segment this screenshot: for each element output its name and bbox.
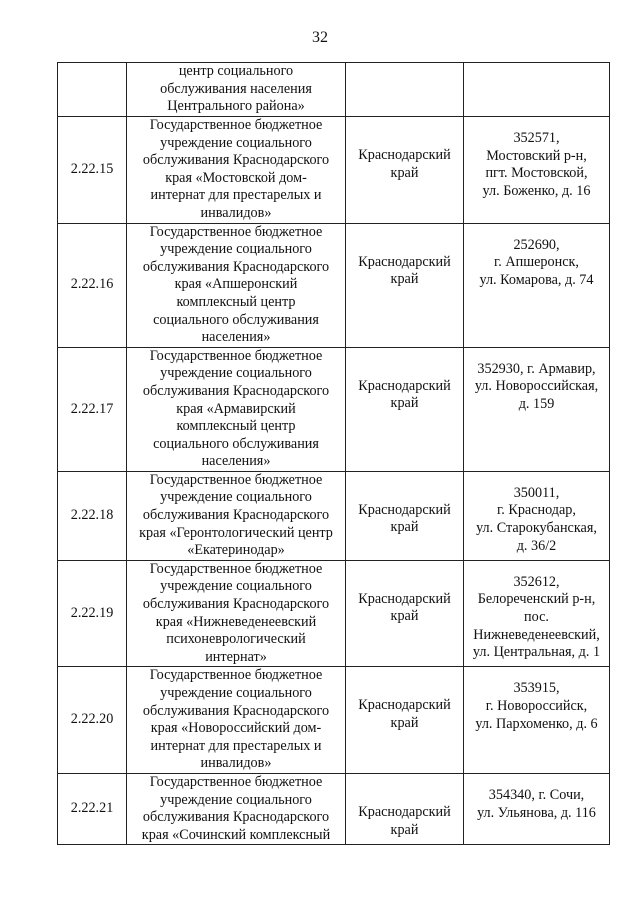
- address: 252690, г. Апшеронск, ул. Комарова, д. 74: [464, 223, 610, 347]
- institution-name: Государственное бюджетное учреждение социального обслуживания Краснодарского края «Апшеронский комплексный центр социального обслуживания населения»: [127, 223, 346, 347]
- table-row: [58, 667, 610, 774]
- region: Краснодарский край: [346, 223, 464, 347]
- region: [346, 63, 464, 117]
- institution-name: Государственное бюджетное учреждение социального обслуживания Краснодарского края «Мостовской дом- интернат для престарелых и инвалидов»: [127, 117, 346, 224]
- table-row: [58, 471, 610, 560]
- institution-name: Государственное бюджетное учреждение социального обслуживания Краснодарского края «Сочинский комплексный: [127, 773, 346, 844]
- row-number: 2.22.18: [58, 471, 127, 560]
- address: 354340, г. Сочи, ул. Ульянова, д. 116: [464, 773, 610, 844]
- region: Краснодарский край: [346, 773, 464, 844]
- region: Краснодарский край: [346, 471, 464, 560]
- table-row: [58, 117, 610, 224]
- table-row: [58, 63, 610, 117]
- row-number: 2.22.19: [58, 560, 127, 667]
- institution-name: Государственное бюджетное учреждение социального обслуживания Краснодарского края «Новороссийский дом- интернат для престарелых и инвалидов»: [127, 667, 346, 774]
- address: 350011, г. Краснодар, ул. Старокубанская, д. 36/2: [464, 471, 610, 560]
- table-row: [58, 560, 610, 667]
- institution-name: центр социального обслуживания населения Центрального района»: [127, 63, 346, 117]
- address: [464, 63, 610, 117]
- institutions-table: [57, 62, 610, 845]
- address: 353915, г. Новороссийск, ул. Пархоменко, д. 6: [464, 667, 610, 774]
- table-row: [58, 773, 610, 844]
- region: Краснодарский край: [346, 347, 464, 471]
- row-number: 2.22.20: [58, 667, 127, 774]
- row-number: 2.22.21: [58, 773, 127, 844]
- region: Краснодарский край: [346, 560, 464, 667]
- institution-name: Государственное бюджетное учреждение социального обслуживания Краснодарского края «Армавирский комплексный центр социального обслуживания населения»: [127, 347, 346, 471]
- row-number: 2.22.17: [58, 347, 127, 471]
- address: 352571, Мостовский р-н, пгт. Мостовской, ул. Боженко, д. 16: [464, 117, 610, 224]
- address: 352612, Белореченский р-н, пос. Нижневеденеевский, ул. Центральная, д. 1: [464, 560, 610, 667]
- row-number: 2.22.15: [58, 117, 127, 224]
- region: Краснодарский край: [346, 667, 464, 774]
- address: 352930, г. Армавир, ул. Новороссийская, д. 159: [464, 347, 610, 471]
- institution-name: Государственное бюджетное учреждение социального обслуживания Краснодарского края «Нижневеденеевский психоневрологический интернат»: [127, 560, 346, 667]
- region: Краснодарский край: [346, 117, 464, 224]
- row-number: 2.22.16: [58, 223, 127, 347]
- institution-name: Государственное бюджетное учреждение социального обслуживания Краснодарского края «Геронтологический центр «Екатеринодар»: [127, 471, 346, 560]
- table-row: [58, 347, 610, 471]
- table-row: [58, 223, 610, 347]
- row-number: [58, 63, 127, 117]
- page-number: 32: [312, 29, 328, 46]
